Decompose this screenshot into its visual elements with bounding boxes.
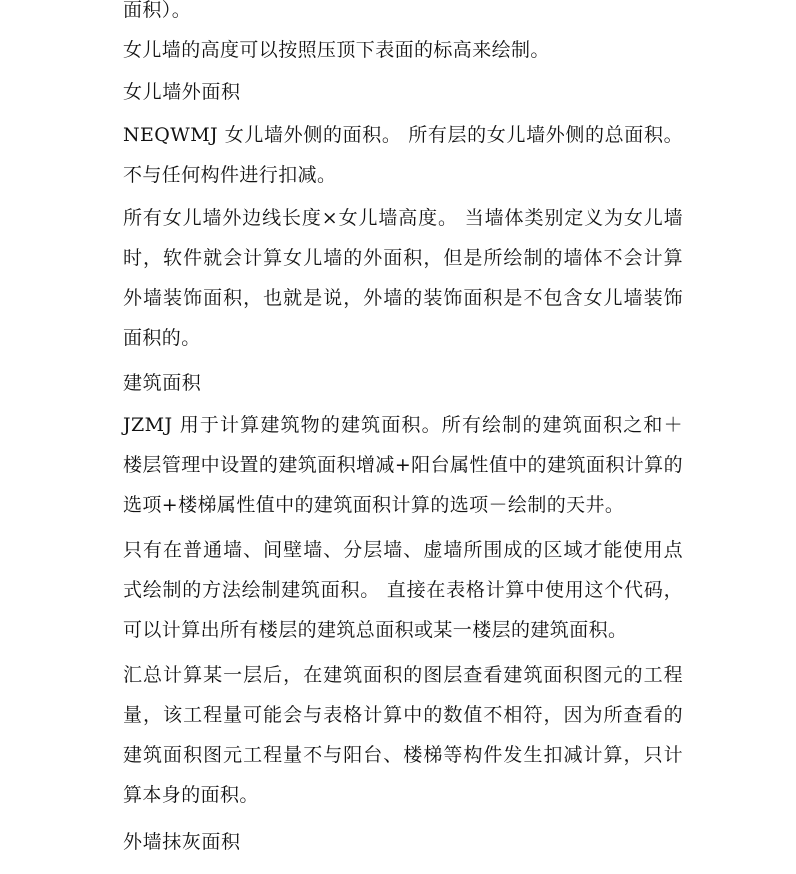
paragraph-parapet-height: 女儿墙的高度可以按照压顶下表面的标高来绘制。 <box>123 39 550 61</box>
paragraph-neqwmj: NEQWMJ 女儿墙外侧的面积。 所有层的女儿墙外侧的总面积。不与任何构件进行扣减。 <box>123 124 683 186</box>
heading-building-area: 建筑面积 <box>123 372 202 394</box>
heading-parapet-outer-area: 女儿墙外面积 <box>123 81 241 103</box>
paragraph-summary: 汇总计算某一层后，在建筑面积的图层查看建筑面积图元的工程量，该工程量可能会与表格计算中的数值不相符，因为所查看的建筑面积图元工程量不与阳台、楼梯等构件发生扣减计算，只计算本身的面积。 <box>123 664 683 806</box>
paragraph-fragment-top: 面积）。 <box>123 0 192 21</box>
paragraph-parapet-formula: 所有女儿墙外边线长度×女儿墙高度。 当墙体类别定义为女儿墙时，软件就会计算女儿墙的外面积，但是所绘制的墙体不会计算外墙装饰面积，也就是说，外墙的装饰面积是不包含女儿墙装饰面积的。 <box>123 207 683 349</box>
paragraph-point-draw: 只有在普通墙、间壁墙、分层墙、虚墙所围成的区域才能使用点式绘制的方法绘制建筑面积。 直接在表格计算中使用这个代码，可以计算出所有楼层的建筑总面积或某一楼层的建筑面积。 <box>123 539 683 641</box>
paragraph-jzmj: JZMJ 用于计算建筑物的建筑面积。所有绘制的建筑面积之和＋楼层管理中设置的建筑面积增减+阳台属性值中的建筑面积计算的选项+楼梯属性值中的建筑面积计算的选项－绘制的天井。 <box>123 414 683 516</box>
heading-exterior-plaster: 外墙抹灰面积 <box>123 831 241 853</box>
